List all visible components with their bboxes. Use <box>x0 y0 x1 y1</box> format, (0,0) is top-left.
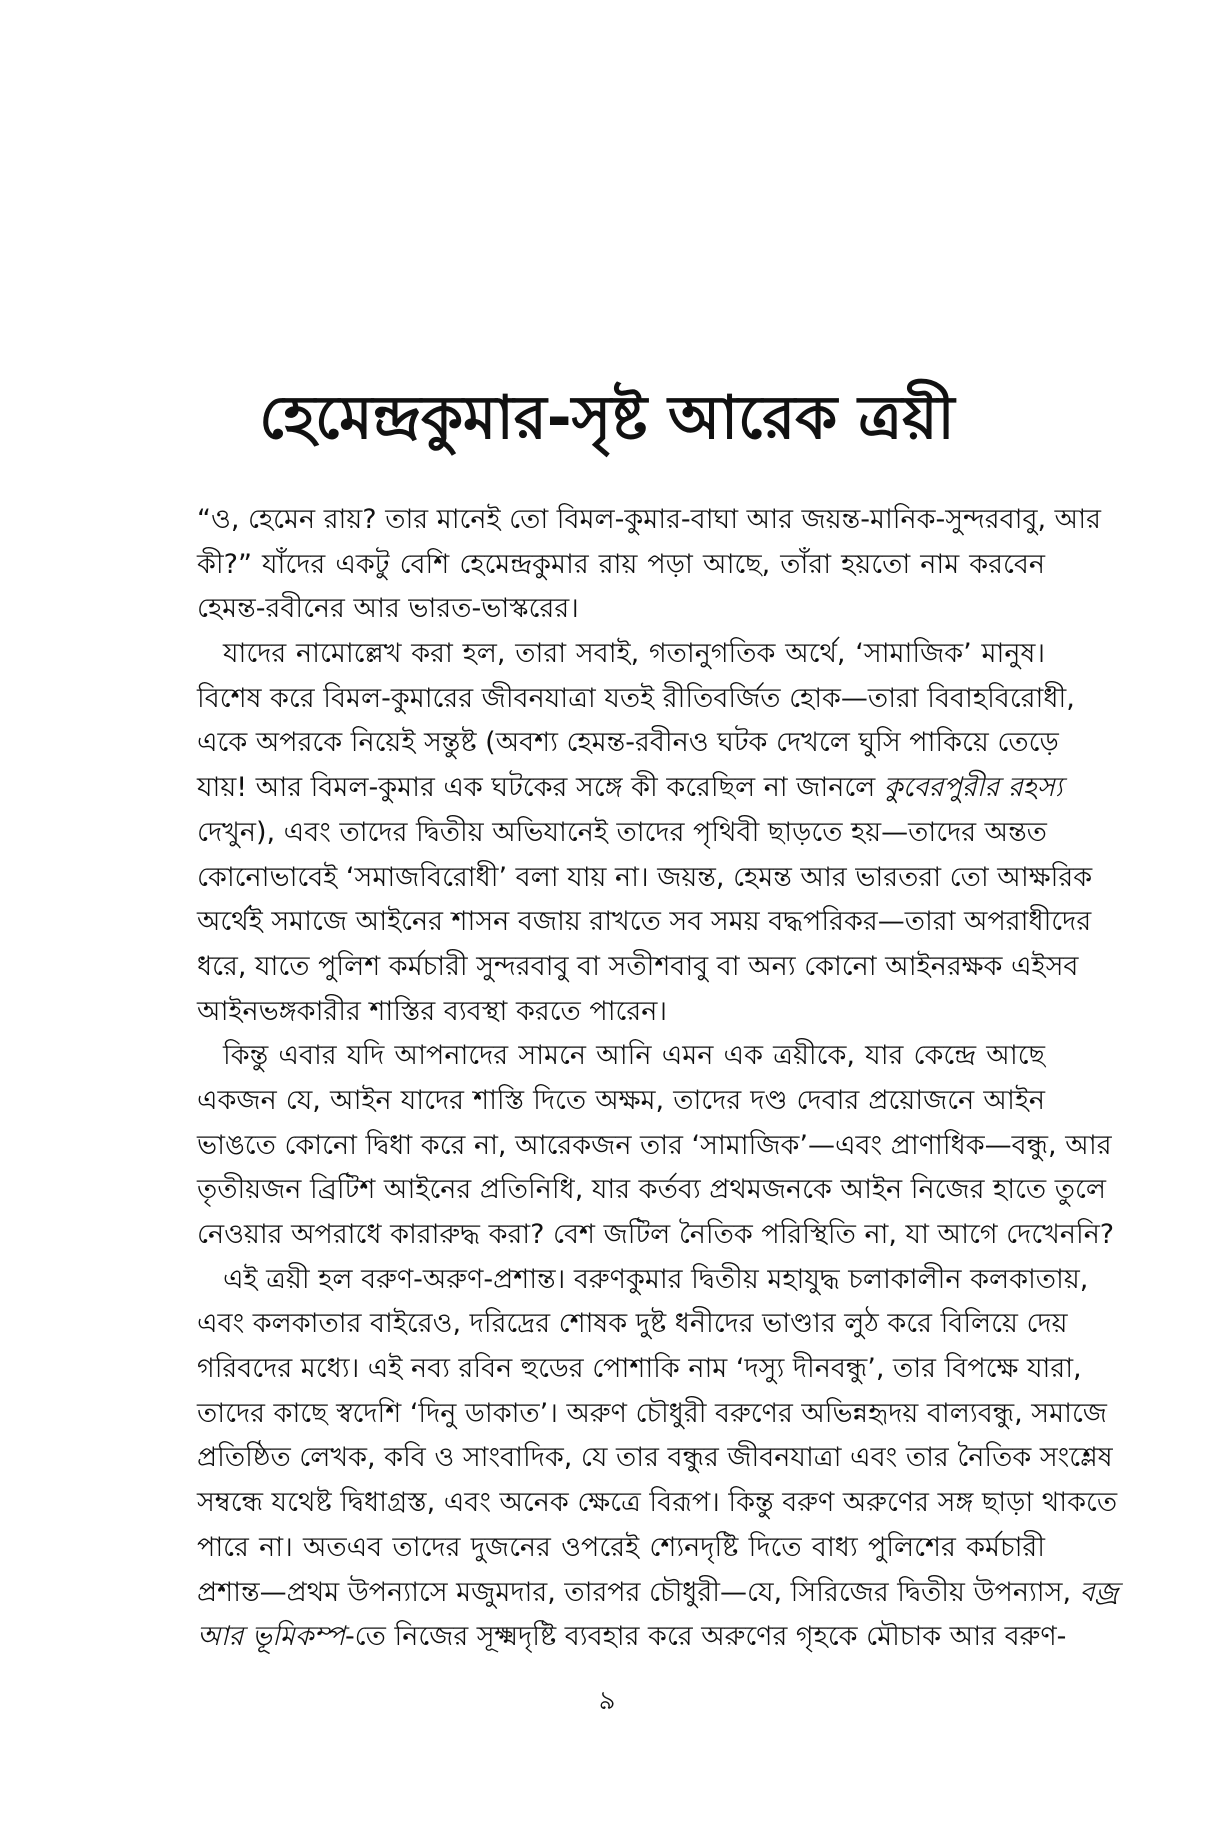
text-line: এবং কলকাতার বাইরেও, দরিদ্রের শোষক দুষ্ট ধনীদের ভাণ্ডার লুঠ করে বিলিয়ে দেয় <box>197 1308 1068 1340</box>
body-text <box>197 498 1119 1660</box>
chapter-title: হেমেন্দ্রকুমার-সৃষ্ট আরেক ত্রয়ী <box>259 383 955 453</box>
text-line: গরিবদের মধ্যে। এই নব্য রবিন হুডের পোশাকি নাম ‘দস্যু দীনবন্ধু’, তার বিপক্ষে যারা, <box>197 1353 1082 1385</box>
text-line <box>197 766 1063 811</box>
text-line: এই ত্রয়ী হল বরুণ-অরুণ-প্রশান্ত। বরুণকুমার দ্বিতীয় মহাযুদ্ধ চলাকালীন কলকাতায়, <box>223 1263 1089 1295</box>
text-line: কিন্তু এবার যদি আপনাদের সামনে আনি এমন এক ত্রয়ীকে, যার কেন্দ্রে আছে <box>223 1040 1045 1072</box>
book-title-italic: আর ভূমিকম্প <box>197 1621 345 1653</box>
book-title-italic: কুবেরপুরীর রহস্য <box>883 772 1063 804</box>
text-line: অর্থেই সমাজে আইনের শাসন বজায় রাখতে সব সময় বদ্ধপরিকর—তারা অপরাধীদের <box>197 906 1092 938</box>
text-line: বিশেষ করে বিমল-কুমারের জীবনযাত্রা যতই রীতিবর্জিত হোক—তারা বিবাহবিরোধী, <box>197 682 1075 714</box>
page-number: ৯ <box>598 1686 616 1716</box>
text-line: নেওয়ার অপরাধে কারারুদ্ধ করা? বেশ জটিল নৈতিক পরিস্থিতি না, যা আগে দেখেননি? <box>197 1219 1115 1250</box>
text-line: প্রতিষ্ঠিত লেখক, কবি ও সাংবাদিক, যে তার বন্ধুর জীবনযাত্রা এবং তার নৈতিক সংশ্লেষ <box>197 1442 1113 1474</box>
text-line: একে অপরকে নিয়েই সন্তুষ্ট (অবশ্য হেমন্ত-রবীনও ঘটক দেখলে ঘুসি পাকিয়ে তেড়ে <box>197 727 1059 759</box>
text-line: ধরে, যাতে পুলিশ কর্মচারী সুন্দরবাবু বা সতীশবাবু বা অন্য কোনো আইনরক্ষক এইসব <box>197 950 1079 982</box>
text-line: তৃতীয়জন ব্রিটিশ আইনের প্রতিনিধি, যার কর্তব্য প্রথমজনকে আইন নিজের হাতে তুলে <box>197 1174 1106 1206</box>
text-line: হেমন্ত-রবীনের আর ভারত-ভাস্করের। <box>197 593 579 625</box>
text-line <box>197 1571 1119 1616</box>
book-title-italic: বজ্র <box>1079 1576 1119 1608</box>
text-line: কী?” যাঁদের একটু বেশি হেমেন্দ্রকুমার রায় পড়া আছে, তাঁরা হয়তো নাম করবেন <box>197 548 1045 580</box>
text-line: পারে না। অতএব তাদের দুজনের ওপরেই শ্যেনদৃষ্টি দিতে বাধ্য পুলিশের কর্মচারী <box>197 1531 1045 1563</box>
text-line: কোনোভাবেই ‘সমাজবিরোধী’ বলা যায় না। জয়ন্ত, হেমন্ত আর ভারতরা তো আক্ষরিক <box>197 861 1093 893</box>
text-line: “ও, হেমেন রায়? তার মানেই তো বিমল-কুমার-বাঘা আর জয়ন্ত-মানিক-সুন্দরবাবু, আর <box>197 504 1102 535</box>
line-text: যায়! আর বিমল-কুমার এক ঘটকের সঙ্গে কী করেছিল না জানলে <box>197 772 884 804</box>
text-line: তাদের কাছে স্বদেশি ‘দিনু ডাকাত’। অরুণ চৌধুরী বরুণের অভিন্নহৃদয় বাল্যবন্ধু, সমাজে <box>197 1397 1107 1429</box>
text-line: ভাঙতে কোনো দ্বিধা করে না, আরেকজন তার ‘সামাজিক’—এবং প্রাণাধিক—বন্ধু, আর <box>197 1129 1112 1161</box>
line-text: -তে নিজের সূক্ষ্মদৃষ্টি ব্যবহার করে অরুণের গৃহকে মৌচাক আর বরুণ- <box>344 1621 1067 1653</box>
text-line: একজন যে, আইন যাদের শাস্তি দিতে অক্ষম, তাদের দণ্ড দেবার প্রয়োজনে আইন <box>197 1084 1045 1116</box>
text-line <box>197 1615 1067 1660</box>
text-line: সম্বন্ধে যথেষ্ট দ্বিধাগ্রস্ত, এবং অনেক ক্ষেত্রে বিরূপ। কিন্তু বরুণ অরুণের সঙ্গ ছাড়া থাকতে <box>197 1487 1118 1519</box>
text-line: যাদের নামোল্লেখ করা হল, তারা সবাই, গতানুগতিক অর্থে, ‘সামাজিক’ মানুষ। <box>223 638 1045 670</box>
line-text: প্রশান্ত—প্রথম উপন্যাসে মজুমদার, তারপর চৌধুরী—যে, সিরিজের দ্বিতীয় উপন্যাস, <box>197 1576 1080 1608</box>
text-line: দেখুন), এবং তাদের দ্বিতীয় অভিযানেই তাদের পৃথিবী ছাড়তে হয়—তাদের অন্তত <box>197 816 1047 848</box>
text-line: আইনভঙ্গকারীর শাস্তির ব্যবস্থা করতে পারেন। <box>197 995 668 1027</box>
